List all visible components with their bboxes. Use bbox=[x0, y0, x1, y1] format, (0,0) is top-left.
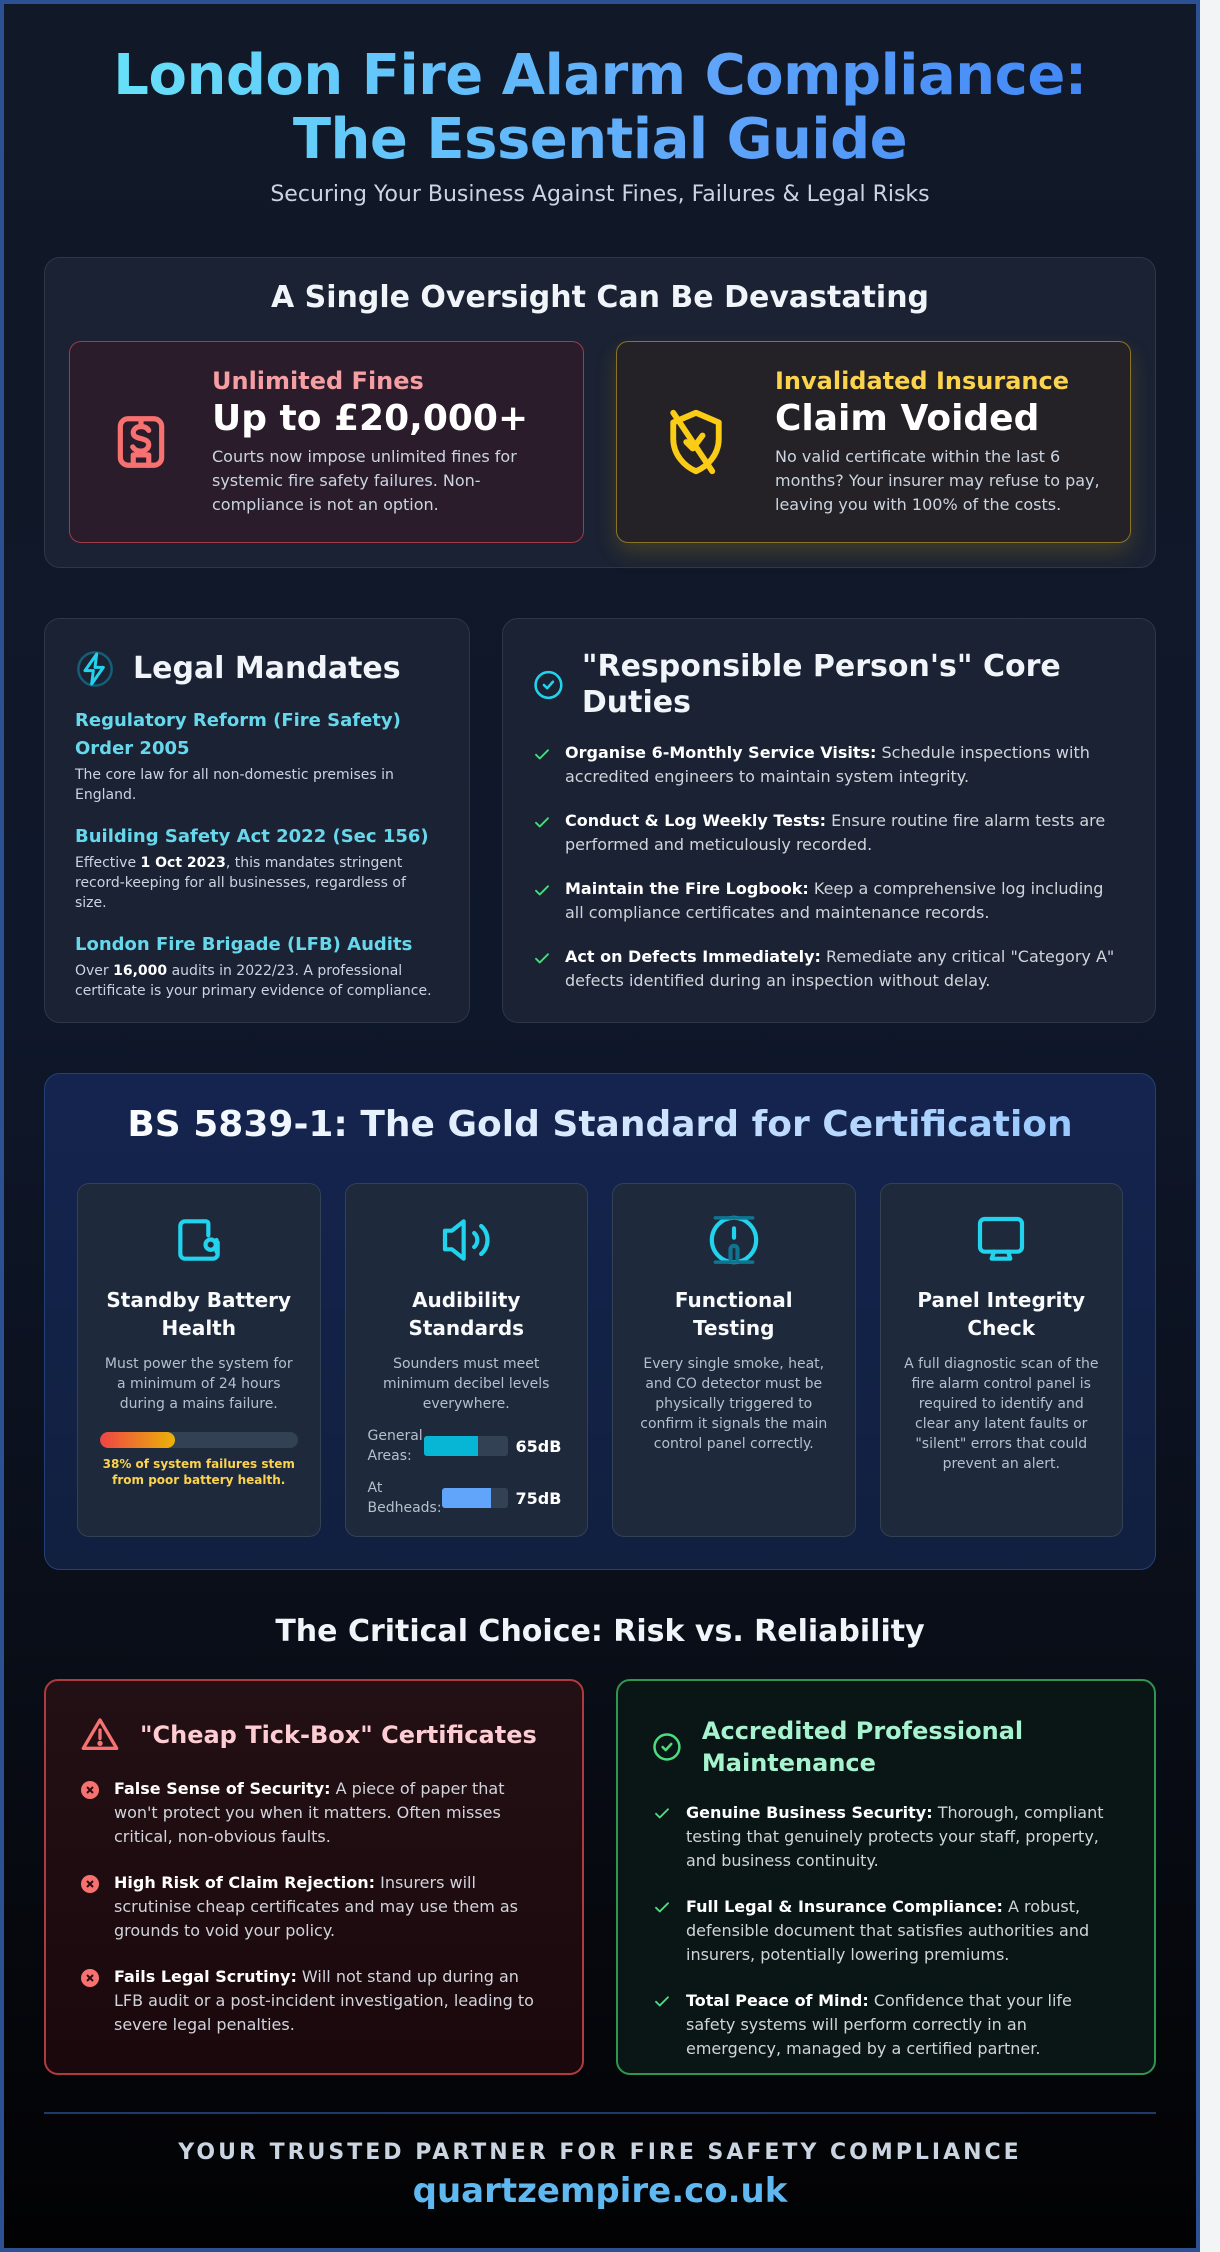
risk-point: Fails Legal Scrutiny: Will not stand up during an LFB audit or a post-incident investigation, leading to severe legal penalties. bbox=[80, 1965, 548, 2037]
audibility-card: Audibility Standards Sounders must meet minimum decibel levels everywhere. General Areas: 65dB At Bedheads: 75dB bbox=[345, 1183, 589, 1537]
fines-label: Unlimited Fines bbox=[212, 367, 424, 395]
check-icon bbox=[533, 813, 551, 831]
risk-point: False Sense of Security: A piece of paper that won't protect you when it matters. Often misses critical, non-obvious faults. bbox=[80, 1777, 548, 1849]
page-subtitle: Securing Your Business Against Fines, Failures & Legal Risks bbox=[270, 182, 930, 207]
law-item: Building Safety Act 2022 (Sec 156) Effective 1 Oct 2023, this mandates stringent record-keeping for all businesses, regardless of size. bbox=[75, 826, 429, 911]
monitor-icon bbox=[973, 1212, 1029, 1268]
insurance-card bbox=[616, 341, 1131, 543]
panel-integrity-card: Panel Integrity Check A full diagnostic scan of the fire alarm control panel is required to identify and clear any latent faults or "silent" errors that could prevent an alert. bbox=[880, 1183, 1124, 1537]
check-icon bbox=[652, 1992, 672, 2010]
cheap-certificates-card: "Cheap Tick-Box" Certificates False Sense of Security: A piece of paper that won't protect you when it matters. Often misses critical, non-obvious faults. High Risk of Claim Rejection: Insurers will scrutinise cheap certificates and may use them as grounds to void your policy. Fails Legal Scrutiny: Will not stand up during an LFB audit or a post-incident investigation, leading to severe legal penalties. bbox=[44, 1679, 584, 2075]
functional-testing-card: Functional Testing Every single smoke, heat, and CO detector must be physically triggered to confirm it signals the main control panel correctly. bbox=[612, 1183, 856, 1537]
x-circle-icon bbox=[80, 1780, 100, 1800]
oversight-heading: A Single Oversight Can Be Devastating bbox=[270, 280, 930, 315]
speaker-icon bbox=[438, 1212, 494, 1268]
detector-icon bbox=[706, 1212, 762, 1268]
page-title bbox=[44, 44, 1156, 172]
db-level-bedheads: At Bedheads: 75dB bbox=[367, 1480, 562, 1516]
check-circle-icon bbox=[652, 1729, 682, 1765]
footer-tagline: YOUR TRUSTED PARTNER FOR FIRE SAFETY COMPLIANCE bbox=[178, 2140, 1022, 2165]
shield-off-icon bbox=[657, 403, 735, 481]
fines-amount: Up to £20,000+ bbox=[212, 398, 529, 439]
benefit-point: Genuine Business Security: Thorough, compliant testing that genuinely protects your staff, property, and business continuity. bbox=[652, 1801, 1120, 1873]
fines-desc: Courts now impose unlimited fines for systemic fire safety failures. Non-compliance is not an option. bbox=[212, 447, 517, 514]
duty-item: Maintain the Fire Logbook: Keep a comprehensive log including all compliance certificates and maintenance records. bbox=[533, 877, 1125, 925]
check-icon bbox=[533, 881, 551, 899]
core-duties-card bbox=[502, 618, 1156, 1023]
legal-heading: Legal Mandates bbox=[133, 651, 401, 686]
bs5839-section bbox=[44, 1073, 1156, 1570]
benefit-point: Full Legal & Insurance Compliance: A robust, defensible document that satisfies authorities and insurers, potentially lowering premiums. bbox=[652, 1895, 1120, 1967]
check-icon bbox=[652, 1898, 672, 1916]
battery-icon bbox=[171, 1212, 227, 1268]
legal-mandates-card bbox=[44, 618, 470, 1023]
check-icon bbox=[533, 745, 551, 763]
battery-failure-bar bbox=[100, 1432, 298, 1448]
benefit-point: Total Peace of Mind: Confidence that your life safety systems will perform correctly in an emergency, managed by a certified partner. bbox=[652, 1989, 1120, 2061]
fines-card bbox=[69, 341, 584, 543]
money-tag-icon bbox=[110, 411, 172, 473]
duty-item: Conduct & Log Weekly Tests: Ensure routine fire alarm tests are performed and meticulously recorded. bbox=[533, 809, 1125, 857]
lightning-icon bbox=[75, 649, 115, 689]
bs-heading: BS 5839-1: The Gold Standard for Certification bbox=[77, 1104, 1123, 1145]
battery-note: 38% of system failures stem from poor battery health. bbox=[102, 1457, 295, 1487]
duties-heading: "Responsible Person's" Core Duties bbox=[581, 649, 1061, 720]
title-line-1: London Fire Alarm Compliance: bbox=[113, 43, 1087, 108]
insurance-label: Invalidated Insurance bbox=[775, 367, 1069, 395]
website-link[interactable]: quartzempire.co.uk bbox=[412, 2171, 788, 2211]
law-item: London Fire Brigade (LFB) Audits Over 16,000 audits in 2022/23. A professional certificate is your primary evidence of compliance. bbox=[75, 934, 432, 999]
check-icon bbox=[652, 1804, 672, 1822]
title-line-2: The Essential Guide bbox=[292, 107, 908, 172]
db-level-general: General Areas: 65dB bbox=[367, 1428, 562, 1464]
duty-item: Act on Defects Immediately: Remediate any critical "Category A" defects identified during an inspection without delay. bbox=[533, 945, 1125, 993]
page-footer bbox=[44, 2112, 1156, 2211]
duty-item: Organise 6-Monthly Service Visits: Schedule inspections with accredited engineers to maintain system integrity. bbox=[533, 741, 1125, 789]
x-circle-icon bbox=[80, 1968, 100, 1988]
page-header bbox=[44, 4, 1156, 207]
oversight-section bbox=[44, 257, 1156, 568]
law-item: Regulatory Reform (Fire Safety) Order 2005 The core law for all non-domestic premises in England. bbox=[75, 710, 401, 803]
risk-point: High Risk of Claim Rejection: Insurers will scrutinise cheap certificates and may use them as grounds to void your policy. bbox=[80, 1871, 548, 1943]
check-circle-icon bbox=[533, 668, 564, 702]
battery-card: Standby Battery Health Must power the system for a minimum of 24 hours during a mains failure. 38% of system failures stem from poor battery health. bbox=[77, 1183, 321, 1537]
choice-heading: The Critical Choice: Risk vs. Reliability bbox=[275, 1614, 925, 1649]
insurance-desc: No valid certificate within the last 6 months? Your insurer may refuse to pay, leaving you with 100% of the costs. bbox=[775, 447, 1100, 514]
accredited-maintenance-card: Accredited Professional Maintenance Genuine Business Security: Thorough, compliant testing that genuinely protects your staff, property, and business continuity. Full Legal & Insurance Compliance: A robust, defensible document that satisfies authorities and insurers, potentially lowering premiums. Total Peace of Mind: Confidence that your life safety systems will perform correctly in an emergency, managed by a certified partner. bbox=[616, 1679, 1156, 2075]
x-circle-icon bbox=[80, 1874, 100, 1894]
check-icon bbox=[533, 949, 551, 967]
warning-icon bbox=[80, 1715, 120, 1755]
insurance-status: Claim Voided bbox=[775, 398, 1040, 439]
